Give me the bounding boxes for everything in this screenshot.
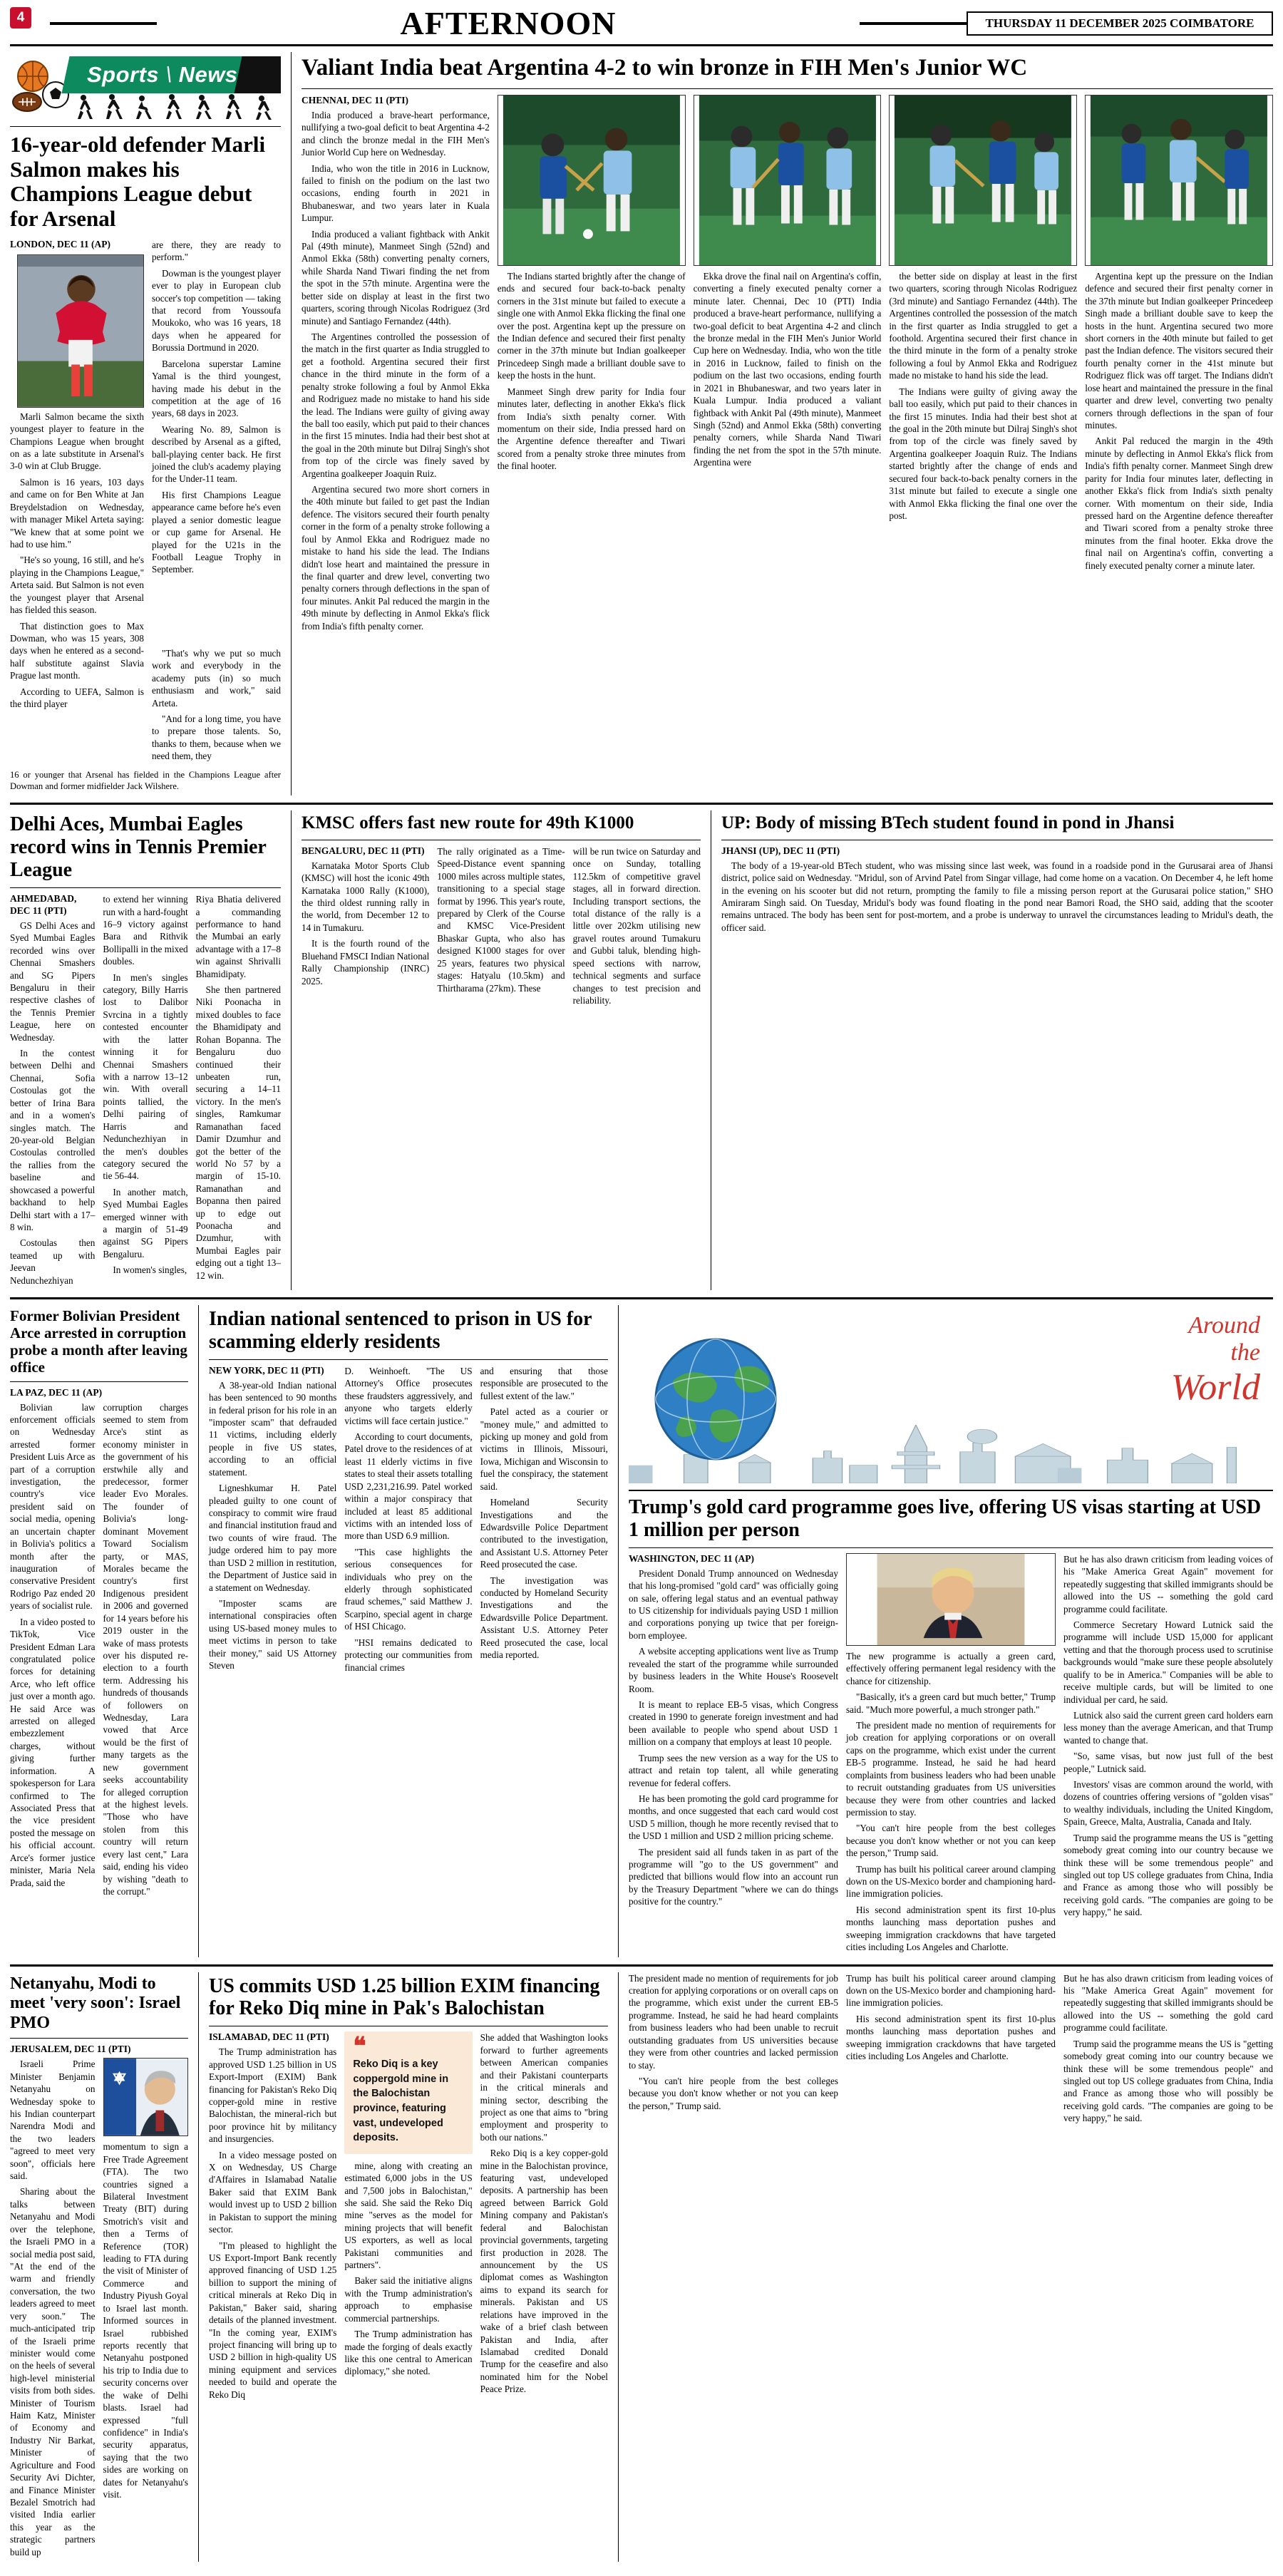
- kmsc-para-3: The rally originated as a Time-Speed-Distance event spanning 1000 miles across multiple states, transitioning to a special stage format by 1996. This year's route, prepared by Clerk of the Course and KMSC Vice-President Bhaskar Gupta, who also has designed K1000 stages for over 25 years, features two physical stages: Hatyalu (10.5km) and Thirtharama (27km). These: [437, 845, 565, 994]
- kmsc-col-3: [573, 845, 701, 1010]
- tennis-para-2: In the contest between Delhi and Chennai, Sofia Costoulas got the better of Irina Bara and in a women's singles match. The 20-year-old Belgian Costoulas controlled the rallies from the baseline and showcased a powerful backhand to help Delhi start with a 17–8 win.: [10, 1048, 96, 1232]
- scam-dateline: NEW YORK, DEC 11 (PTI): [209, 1364, 324, 1376]
- scam-article: [209, 1305, 608, 1957]
- tennis-para-9: She then partnered Niki Poonacha in mixed doubles to face the Bhamidipaty and Rohan Bopanna. The Bengaluru duo continued their unbeaten run, securing a 14–11 victory. In the men's singles, Ramkumar Ramanathan faced Damir Dzumhur and got the better of the world No 57 by a margin of 15-10. Ramanathan and Bopanna then paired up to edge out Poonacha and Dzumhur, with Mumbai Eagles pair edging out a tight 13–12 win.: [195, 984, 281, 1281]
- arsenal-para-11: "That's why we put so much work and everybody in the academy puts (in) so much enthusiasm and work," said Arteta.: [152, 647, 281, 709]
- banner-word-sports: Sports: [87, 62, 160, 87]
- trump-cont-para-1: The president made no mention of requirements for job creation for applying corporations or on overall caps on the programme, which exist under the current EB-5 programme. Instead, he said he had heard complaints from business leaders who had been unable to recruit outstanding graduates from US universities because they were from other countries and lacked permission to stay.: [629, 1972, 838, 2071]
- trump-para-6: The president said all funds taken in as part of the programme will "go to the US government" and predicted that billions would flow into an account run by the Treasury Department "where we can do things positive for the country.": [629, 1846, 838, 1907]
- jhansi-article: [721, 810, 1273, 1290]
- arsenal-para-3: "He's so young, 16 still, and he's playing in the Champions League," Arteta said. But Salmon is not even the youngest player that Arsenal has fielded this season.: [10, 555, 144, 616]
- netanyahu-dateline: JERUSALEM, DEC 11 (PTI): [10, 2044, 131, 2055]
- athlete-silhouettes: [78, 93, 281, 120]
- reko-diq-dateline: ISLAMABAD, DEC 11 (PTI): [209, 2031, 329, 2043]
- trump-cont-body: [629, 1972, 1273, 2128]
- reko-diq-body: [209, 2031, 608, 2404]
- scam-body: [209, 1365, 608, 1677]
- trump-col-3: [1063, 1553, 1273, 1957]
- fourth-section: [10, 1972, 1273, 2562]
- scam-para-11: The investigation was conducted by Homeland Security Investigations and the Edwardsville Police Department. Assistant U.S. Attorney Peter Reed prosecuted the case, local media reported.: [480, 1575, 608, 1661]
- scam-para-5: According to court documents, Patel drove to the residences of at least 11 elderly victims in five states to steal their assets totalling USD 2,231,216.99. Patel worked within a major conspiracy that included at least 85 additional victims with an intended loss of more than USD 6.9 million.: [344, 1431, 473, 1542]
- top-section: [10, 52, 1273, 795]
- reko-diq-col-3: [480, 2031, 608, 2404]
- hockey-body: [302, 95, 1273, 636]
- hockey-para-12: Ankit Pal reduced the margin in the 49th minute by deflecting in Anmol Ekka's flick from India's fifth penalty corner. Manmeet Singh drew parity for India four minutes later, deflecting in another Ekka's flick from India's sixth penalty corner. With momentum on their side, India pressed hard on the Argentine defence thereafter and Tiwari scored from a penalty stroke three minutes from the final hooter. Ekka drove the final nail on Argentina's coffin, converting a finely executed penalty corner a minute later.: [1085, 436, 1273, 571]
- reko-diq-para-6: The Trump administration has made the forging of deals exactly like this one central to American diplomacy," she noted.: [344, 2329, 473, 2377]
- arsenal-para-4: That distinction goes to Max Dowman, who was 15 years, 308 days when he entered as a second-half substitute against Slavia Prague last month.: [10, 620, 144, 681]
- banner-slash: \: [165, 62, 172, 87]
- trump-cont-para-3: Trump has built his political career around clamping down on the US-Mexico border and championing hard-line immigration policies.: [846, 1972, 1056, 2009]
- trump-para-4: Trump sees the new version as a way for the US to attract and retain top talent, all while generating revenue for federal coffers.: [629, 1752, 838, 1788]
- trump-para-9: The president made no mention of requirements for job creation for applying corporations or on overall caps on the programme, which exist under the current EB-5 programme. Instead, he said he had heard complaints from business leaders who had been unable to recruit outstanding graduates from US universities because they were from other countries and lacked permission to stay.: [846, 1719, 1056, 1818]
- trump-para-3: It is meant to replace EB-5 visas, which Congress created in 1990 to generate foreign investment and had been available to people who spend about USD 1 million on a company that employs at least 10 people.: [629, 1699, 838, 1748]
- hockey-photo-2: [694, 95, 882, 266]
- scam-col-2: [344, 1365, 472, 1677]
- hockey-para-3: India produced a valiant fightback with Ankit Pal (49th minute), Manmeet Singh (52nd) and Anmol Ekka (58th) converting penalty corners, while Sharda Nand Tiwari finding the net from the spot in the 57th minute. Argentina were the better side on display at least in the first two quarters, scoring through Nicolas Rodriguez (3rd minute) and Santiago Fernandez (44th).: [302, 228, 490, 326]
- masthead-rule-left: [50, 7, 157, 40]
- hockey-para-2: India, who won the title in 2016 in Lucknow, failed to finish on the podium on the last two occasions, ending fourth in 2021 in Bhubaneswar, and two years later in Kuala Lumpur.: [302, 163, 490, 224]
- kmsc-article: [302, 810, 701, 1290]
- jhansi-para-1: The body of a 19-year-old BTech student, who was missing since last week, was found in a roadside pond in the Gurusarai area of Jhansi district, police said on Wednesday. "Mridul, son of Arvind Patel from Singar village, had come home on a vacation. On December 4, he left home in the evening on his scooter but did not return, prompting the family to file a missing person report at the Gurusarai police station," SHO Amiraram Singh said. On Tuesday, Mridul's body was found floating in the pond near Bamori Road, the SHO said, adding that the scooter remains untraced. The body has been sent for post-mortem, and a probe is underway to unravel the circumstances leading to Mridul's death, the officer said.: [721, 860, 1273, 933]
- hockey-photo-4-wrap: [1085, 95, 1273, 266]
- tennis-article: [10, 810, 281, 1290]
- trump-para-14: Commerce Secretary Howard Lutnick said the programme will include USD 15,000 for applicant vetting and that the thorough process used to scrutinise backgrounds would "make sure these people absolutely qualify to be in America." Companies will be able to receive multiple cards, but will be limited to one individual per card, he said.: [1063, 1619, 1273, 1705]
- trump-cont-para-2: "You can't hire people from the best colleges because you don't know whether or not you can keep the person," Trump said.: [629, 2075, 838, 2111]
- tennis-para-6: In another match, Syed Mumbai Eagles emerged winner with a margin of 51-49 against SG Pipers Bengaluru.: [103, 1186, 188, 1259]
- bolivia-headline: Former Bolivian President Arce arrested in corruption probe a month after leaving office: [10, 1307, 187, 1376]
- masthead: [10, 7, 1273, 46]
- netanyahu-body: [10, 2058, 188, 2562]
- vertical-divider-6: [198, 1972, 199, 2562]
- kmsc-col-2: [437, 845, 565, 1010]
- reko-diq-para-7: She added that Washington looks forward to further agreements between American companies and their Pakistani counterparts in the critical minerals and mining sector, describing the project as one that aims to "bring employment and prosperity to both our nations.": [480, 2032, 608, 2143]
- reko-diq-para-3: "I'm pleased to highlight the US Export-Import Bank recently approved financing of USD 1.25 billion to support the mining of critical minerals at Reko Diq in Pakistan," Baker said, sharing details of the planned investment. "In the coming year, EXIM's project financing will bring up to USD 2 billion in high-quality US mining equipment and services needed to build and operate the Reko Diq: [209, 2240, 337, 2400]
- hockey-para-6: The Indians started brightly after the change of ends and secured four back-to-back penalty corners in the 31st minute but failed to execute a single one with Anmol Ekka flicking the final one over the post. Argentina kept up the pressure on the Indian defence and secured their first penalty corner in the 37th minute but Indian goalkeeper Princedeep Singh made a brilliant double save to keep the hosts in the hunt.: [497, 270, 686, 381]
- jhansi-headline: UP: Body of missing BTech student found in pond in Jhansi: [721, 813, 1175, 833]
- tennis-para-8: Riya Bhatia delivered a commanding performance to hand the Mumbai an early advantage with a 17–8 win against Shrivalli Bhamidipaty.: [195, 894, 281, 979]
- jhansi-dateline: JHANSI (UP), DEC 11 (PTI): [721, 845, 840, 856]
- reko-diq-headline: US commits USD 1.25 billion EXIM financing for Reko Diq mine in Pak's Balochistan: [209, 1974, 600, 2020]
- trump-cont-col-1: [629, 1972, 838, 2128]
- vertical-divider-7: [618, 1972, 619, 2562]
- hockey-photo-2-wrap: [694, 95, 882, 266]
- hockey-col-4: [889, 95, 1077, 636]
- kmsc-headline: KMSC offers fast new route for 49th K1000: [302, 813, 634, 833]
- bolivia-col-1: [10, 1401, 96, 1902]
- trump-para-7: The new programme is actually a green card, effectively offering permanent legal residency with the chance for citizenship.: [846, 1650, 1056, 1686]
- scam-para-2: Ligneshkumar H. Patel pleaded guilty to one count of conspiracy to commit wire fraud and financial institution fraud and two counts of wire fraud. The judge ordered him to pay more than USD 2 million in restitution, the Department of Justice said in a statement on Wednesday.: [209, 1483, 337, 1593]
- sports-news-banner: [10, 52, 281, 120]
- hockey-col-1: [302, 95, 490, 636]
- tennis-para-5: In men's singles category, Billy Harris lost to Dalibor Svrcina in a tightly contested encounter with the latter winning it for Chennai Smashers with a narrow 13–12 win. With overall points tallied, the Delhi pairing of Harris and Nedunchezhiyan in the men's doubles category secured the tie 56-44.: [103, 972, 188, 1182]
- banner-black-shape: [234, 56, 281, 93]
- reko-diq-pullquote-text: Reko Diq is a key coppergold mine in the Balochistan province, featuring vast, undeveloped deposits.: [353, 2059, 449, 2144]
- hockey-photo-1-wrap: [498, 95, 686, 266]
- masthead-title-wrap: [157, 7, 860, 40]
- arsenal-col-2: [152, 239, 281, 766]
- trump-para-10: "You can't hire people from the best colleges because you don't know whether or not you can keep the person," Trump said.: [846, 1823, 1056, 1859]
- around-the-world-banner: [629, 1305, 1273, 1483]
- globe-icon: [639, 1334, 803, 1469]
- left-column-top: [10, 52, 281, 795]
- kmsc-para-1: Karnataka Motor Sports Club (KMSC) will host the iconic 49th Karnataka 1000 Rally (K1000), the third oldest running rally in the world, from December 12 to 14 in Tumakuru.: [302, 860, 430, 933]
- scam-para-6: "This case highlights the serious consequences for individuals who prey on the elderly through sophisticated fraud schemes," said Matthew J. Scarpino, special agent in charge of HSI Chicago.: [344, 1546, 473, 1632]
- tennis-col-1: [10, 893, 95, 1290]
- masthead-rule-right: [860, 7, 967, 40]
- tennis-para-4: to extend her winning run with a hard-fought 16–9 victory against Bara and Rithvik Bollipalli in the mixed doubles.: [103, 894, 188, 967]
- arsenal-photo-caption: 16 or younger that Arsenal has fielded in the Champions League after Dowman and former midfielder Jack Wilshere.: [10, 769, 281, 791]
- trump-para-11: Trump has built his political career around clamping down on the US-Mexico border and championing hard-line immigration policies.: [846, 1863, 1056, 1900]
- atw-line-2: the: [1230, 1339, 1260, 1366]
- hockey-para-7: Manmeet Singh drew parity for India four minutes later, deflecting in another Ekka's flick from India's sixth penalty corner. With momentum on their side, India pressed hard on the Argentine defence thereafter and Tiwari scored from a penalty stroke three minutes from the final hooter.: [497, 386, 686, 472]
- vertical-divider-2: [291, 810, 292, 1290]
- trump-cont-col-3: [1063, 1972, 1273, 2128]
- hockey-col-2: [498, 95, 686, 636]
- netanyahu-col-1: [10, 2058, 96, 2562]
- trump-cont-para-4: His second administration spent its first 10-plus months launching mass deportation pushes and sweeping immigration crackdowns that have targeted cities including Los Angeles and Charlotte.: [846, 2013, 1056, 2062]
- hockey-col-3: [694, 95, 882, 636]
- trump-headline: Trump's gold card programme goes live, offering US visas starting at USD 1 million per person: [629, 1496, 1262, 1541]
- trump-col-1: [629, 1553, 838, 1957]
- kmsc-col-1: [302, 845, 429, 1010]
- trump-para-17: Investors' visas are common around the world, with dozens of countries offering versions of "golden visas" to wealthy individuals, including the United Kingdom, Spain, Greece, Malta, Australia, Canada and Italy.: [1063, 1779, 1273, 1828]
- netanyahu-photo-wrap: [103, 2058, 189, 2136]
- vertical-divider-5: [618, 1305, 619, 1957]
- scam-headline: Indian national sentenced to prison in US for scamming elderly residents: [209, 1308, 592, 1353]
- bolivia-dateline: LA PAZ, DEC 11 (AP): [10, 1386, 103, 1398]
- vertical-divider-4: [198, 1305, 199, 1957]
- arsenal-para-1: Marli Salmon became the sixth youngest player to feature in the Champions League when brought on as a late substitute in Arsenal's 3-0 win at Club Brugge.: [10, 411, 144, 472]
- tennis-dateline: AHMEDABAD, DEC 11 (PTI): [10, 893, 77, 916]
- arsenal-dateline: LONDON, DEC 11 (AP): [10, 238, 110, 249]
- scam-para-10: Homeland Security Investigations and the Edwardsville Police Department contributed to the investigation, and Assistant U.S. Attorney Peter Reed prosecuted the case.: [480, 1497, 608, 1570]
- tennis-para-7: In women's singles,: [113, 1264, 187, 1276]
- around-the-world-section: [629, 1305, 1273, 1957]
- hockey-para-9: the better side on display at least in the first two quarters, scoring through Nicolas Rodriguez (3rd minute) and Santiago Fernandez (44th). The Argentines controlled the possession of the match in the first quarter as India struggled to get a foothold. Argentina secured their first chance in the third minute in the form of a penalty stroke following a foul by Anmol Ekka and Rodriguez made no mistake to hand his side the lead.: [889, 270, 1078, 381]
- scam-para-9: Patel acted as a courier or "money mule," and admitted to picking up money and gold from victims in Illinois, Missouri, Iowa, Michigan and Wisconsin to fuel the conspiracy, the statement said.: [480, 1406, 608, 1492]
- reko-diq-para-5: Baker said the initiative aligns with the Trump administration's approach to emphasise commercial partnerships.: [344, 2275, 473, 2324]
- trump-para-1: President Donald Trump announced on Wednesday that his long-promised "gold card" was officially going on sale, offering legal status and an eventual pathway to US citizenship for individuals paying USD 1 million and corporations ponying up twice that per foreign-born employee.: [629, 1567, 838, 1641]
- scam-para-4: D. Weinhoeft. "The US Attorney's Office prosecutes these fraudsters aggressively, and anyone who targets elderly victims will face certain justice.": [344, 1365, 473, 1426]
- kmsc-para-4: will be run twice on Saturday and once on Sunday, totalling 112.5km of competitive gravel stages, all in forward direction. Including transport sections, the total distance of the rally is a little over 202km utilising new gravel routes around Tumakuru and Gubbi taluk, blending high-speed sections with narrow, technical segments and surface changes to test precision and reliability.: [572, 845, 701, 1006]
- kmsc-body: [302, 845, 701, 1010]
- netanyahu-para-1: Israeli Prime Minister Benjamin Netanyahu on Wednesday spoke to his Indian counterpart Narendra Modi and the two leaders "agreed to meet very soon", officials here said.: [10, 2059, 96, 2182]
- scam-para-8: and ensuring that those responsible are prosecuted to the fullest extent of the law.": [480, 1365, 608, 1401]
- trump-continuation: [629, 1972, 1273, 2562]
- bolivia-col-2: [103, 1401, 189, 1902]
- second-section: [10, 810, 1273, 1290]
- hockey-photo-4: [1085, 95, 1273, 266]
- reko-diq-col-1: [209, 2031, 336, 2404]
- arsenal-col-1: [10, 239, 144, 766]
- trump-para-13: But he has also drawn criticism from leading voices of his "Make America Great Again" movement for repeatedly suggesting that skilled immigrants should be allowed into the US -- something the gold card programme could facilitate.: [1063, 1553, 1273, 1614]
- page-number: [10, 7, 50, 40]
- masthead-date: THURSDAY 11 DECEMBER 2025 COIMBATORE: [967, 11, 1273, 36]
- reko-diq-para-4: mine, along with creating an estimated 6,000 jobs in the US and 7,500 jobs in Balochistan," she said. She said the Reko Diq mine "serves as the model for mining projects that will benefit US exporters, as well as local Pakistani communities and partners".: [344, 2160, 473, 2271]
- netanyahu-para-3: momentum to sign a Free Trade Agreement (FTA). The two countries signed a Bilateral Investment Treaty (BIT) during Smotrich's visit and then a Terms of Reference (TOR) leading to FTA during the visit of Minister of Commerce and Industry Piyush Goyal to Israel last month. Informed sources in Israel rubbished reports recently that Netanyahu postponed his trip to India due to security concerns over the wake of Delhi blasts. Israel had expressed "full confidence" in India's security apparatus, saying that the two sides are working on dates for Netanyahu's visit.: [103, 2141, 188, 2500]
- netanyahu-photo: [103, 2058, 189, 2136]
- hockey-para-1: India produced a brave-heart performance, nullifying a two-goal deficit to beat Argentina 4-2 and clinch the bronze medal in the FIH Men's Junior World Cup here on Wednesday.: [302, 109, 490, 158]
- netanyahu-col-2: [103, 2058, 189, 2562]
- arsenal-photo: [17, 254, 144, 408]
- tennis-col-3: [196, 893, 281, 1290]
- trump-cont-para-5: But he has also drawn criticism from leading voices of his "Make America Great Again" movement for repeatedly suggesting that skilled immigrants should be allowed into the US -- something the gold card programme could facilitate.: [1063, 1972, 1273, 2034]
- trump-body: [629, 1553, 1273, 1957]
- hockey-col-5: [1085, 95, 1273, 636]
- kmsc-para-2: It is the fourth round of the Bluehand FMSCI Indian National Rally Championship (INRC) 2025.: [302, 938, 430, 986]
- page-title: AFTERNOON: [400, 5, 617, 41]
- hockey-photo-1: [498, 95, 686, 266]
- hockey-para-10: The Indians were guilty of giving away the ball too easily, which put paid to their chances in the first 15 minutes. India had their best shot at the goal in the 20th minute but Dilraj Singh's shot from top of the circle was finely saved by Argentina goalkeeper Joaquin Ruiz. The Indians started brightly after the change of ends and secured four back-to-back penalty corners in the 31st minute but failed to execute a single one with Anmol Ekka flicking the final one over the post.: [889, 386, 1078, 521]
- trump-photo: [846, 1553, 1056, 1646]
- third-section: [10, 1305, 1273, 1957]
- hockey-para-4: The Argentines controlled the possession of the match in the first quarter as India struggled to get a foothold. Argentina secured their first chance in the third minute in the form of a penalty stroke following a foul by Anmol Ekka and Rodriguez made no mistake to hand his side the lead. The Indians were guilty of giving away the ball too easily, which put paid to their chances in the first 15 minutes. India had their best shot at the goal in the 20th minute but Dilraj Singh's shot from top of the circle was finely saved by Argentina goalkeeper Joaquin Ruiz.: [302, 331, 490, 479]
- trump-para-12: His second administration spent its first 10-plus months launching mass deportation pushes and sweeping immigration crackdowns that have targeted cities including Los Angeles and Charlotte.: [846, 1904, 1056, 1953]
- reko-diq-col-2: [344, 2031, 472, 2404]
- atw-line-3: World: [1170, 1367, 1260, 1408]
- bolivia-article: [10, 1305, 188, 1957]
- banner-text: [87, 62, 238, 88]
- trump-para-16: "So, same visas, but now just full of the best people," Lutnick said.: [1063, 1751, 1273, 1774]
- reko-diq-para-2: In a video message posted on X on Wednesday, US Charge d'Affaires in Islamabad Natalie Baker said that EXIM Bank would invest up to USD 2 billion in Pakistan to support the mining sector.: [209, 2149, 337, 2235]
- arsenal-para-2: Salmon is 16 years, 103 days and came on for Ben White at Jan Breydelstadion on Wednesday, with manager Mikel Arteta saying: "We knew that at some point we had to use him.": [10, 476, 144, 550]
- arsenal-body: [10, 239, 281, 766]
- arsenal-para-12: "And for a long time, you have to prepare those talents. So, thanks to them, because when we need them, they: [152, 713, 281, 762]
- hockey-article: [302, 52, 1273, 795]
- hockey-para-5: Argentina secured two more short corners in the 40th minute but failed to get past the Indian defence. The visitors secured their fourth penalty corner in the form of a penalty stroke following a foul by Anmol Ekka and Rodriguez made no mistake to hand his side the lead. The Indians didn't lose heart and maintained the pressure in the final quarter and drew level, converting two penalty corners through deflections in the span of four minutes. Ankit Pal reduced the margin in the 49th minute by deflecting in Anmol Ekka's flick from India's fifth penalty corner.: [302, 484, 490, 632]
- arsenal-para-5: According to UEFA, Salmon is the third player: [10, 686, 144, 710]
- banner-word-news: News: [178, 62, 238, 87]
- tennis-para-3: Costoulas then teamed up with Jeevan Nedunchezhiyan: [10, 1237, 96, 1286]
- scam-col-1: [209, 1365, 336, 1677]
- trump-para-8: "Basically, it's a green card but much better," Trump said. "Much more powerful, a much stronger path.": [846, 1691, 1056, 1715]
- arsenal-para-10: His first Champions League appearance came before he's even played a senior domestic league or cup game for Arsenal. He played for the U21s in the Football League Trophy in September.: [152, 489, 281, 575]
- trump-para-18: Trump said the programme means the US is "getting somebody great coming into our country because we think these will be some tremendous people" and singled out top US college graduates from China, India and France as among those who will possibly be receiving gold cards. "The companies are going to be very happy," he said.: [1063, 1832, 1273, 1918]
- hockey-photo-3: [889, 95, 1077, 266]
- scam-para-1: A 38-year-old Indian national has been sentenced to 90 months in federal prison for his role in an "imposter scam" that defrauded 11 victims, including elderly people in five US states, according to an official statement.: [209, 1379, 337, 1478]
- scam-para-3: "Imposter scams are international conspiracies often using US-based money mules to meet victims in person to take their money," said US Attorney Steven: [209, 1597, 337, 1671]
- reko-diq-pullquote: [344, 2031, 472, 2153]
- tennis-col-2: [103, 893, 187, 1290]
- reko-diq-para-1: The Trump administration has approved USD 1.25 billion in US Export-Import (EXIM) Bank financing for Pakistan's Reko Diq copper-gold mine in restive Balochistan, the mineral-rich but poor province hit by militancy and insurgencies.: [209, 2046, 337, 2145]
- arsenal-photo-wrap: [17, 254, 144, 408]
- kmsc-dateline: BENGALURU, DEC 11 (PTI): [302, 845, 425, 856]
- tennis-para-1: GS Delhi Aces and Syed Mumbai Eagles recorded wins over Chennai Smashers and SG Pipers Bengaluru in their respective clashes of the Tennis Premier League, here on Wednesday.: [10, 919, 96, 1043]
- bolivia-para-3: corruption charges seemed to stem from Arce's stint as economy minister in the government of his erstwhile ally and predecessor, former leader Evo Morales. The founder of Bolivia's long-dominant Movement Toward Socialism party, or MAS, Morales became the country's first Indigenous president in 2006 and governed for 14 years before his 2019 ouster in the wake of mass protests over his disputed re-election to a fourth term. Addressing his hundreds of thousands of followers on Wednesday, Lara vowed that Arce would be the first of many targets as the new government seeks accountability for alleged corruption at the highest levels. "Those who have stolen from this country will return every last cent," Lara said, ending his video by wishing "death to the corrupt.": [103, 1401, 188, 1897]
- atw-line-1: Around: [1188, 1312, 1260, 1339]
- trump-para-2: A website accepting applications went live as Trump revealed the start of the programme while surrounded by business leaders in the White House's Roosevelt Room.: [629, 1646, 838, 1694]
- arsenal-para-9: Wearing No. 89, Salmon is described by Arsenal as a gifted, ball-playing center back. He first joined the club's academy playing for the Under-11 team.: [152, 423, 281, 485]
- page-number-badge: 4: [10, 7, 31, 29]
- scam-col-3: [480, 1365, 608, 1677]
- netanyahu-para-2: Sharing about the talks between Netanyahu and Modi over the telephone, the Israeli PMO in a social media post said, "At the end of the warm and friendly conversation, the two leaders agreed to meet very soon." The much-anticipated trip of the Israeli prime minister would come on the heels of several high-level ministerial visits from both sides. Minister of Tourism Haim Katz, Minister of Economy and Industry Nir Barkat, Minister of Agriculture and Food Security Avi Dichter, and Finance Minister Bezalel Smotrich had visited India earlier this year as the strategic partners build up: [10, 2186, 96, 2557]
- around-the-world-title: [1171, 1312, 1260, 1408]
- trump-cont-col-2: [846, 1972, 1056, 2128]
- arsenal-para-6: are there, they are ready to perform.": [152, 239, 281, 263]
- quote-mark-icon: ❝: [353, 2034, 366, 2061]
- trump-para-5: He has been promoting the gold card programme for months, and once suggested that each card would cost USD 5 million, though he more recently revised that to the USD 1 million and USD 2 million pricing scheme.: [629, 1793, 838, 1842]
- bolivia-para-2: In a video posted to TikTok, Vice President Edman Lara congratulated police forces for detaining Arce, who left office just over a month ago. He said Arce was arrested on alleged embezzlement charges, without giving further information. A spokesperson for Lara confirmed to The Associated Press that the vice president posted the message on his official account. Arce's former justice minister, Maria Nela Prada, said the: [10, 1616, 96, 1888]
- hockey-para-11: Argentina kept up the pressure on the Indian defence and secured their first penalty corner in the 37th minute but Indian goalkeeper Princedeep Singh made a brilliant double save to keep the hosts in the hunt. Argentina secured two more short corners in the 40th minute but failed to get past the Indian defence. The visitors secured their fourth penalty corner in the 41st minute but Rodriguez flick was off target. The Indians didn't lose heart and maintained the pressure in the final quarter and drew level, converting two penalty corners through deflections in the span of four minutes.: [1085, 270, 1273, 431]
- trump-photo-wrap: [846, 1553, 1056, 1646]
- arsenal-para-7: Dowman is the youngest player ever to play in European club soccer's top competition — taking that record from Youssoufa Moukoko, who was 16 years, 18 days when he appeared for Borussia Dortmund in 2020.: [152, 267, 282, 354]
- tennis-body: [10, 893, 281, 1290]
- hockey-para-8: Ekka drove the final nail on Argentina's coffin, converting a finely executed penalty corner a minute later. Chennai, Dec 10 (PTI) India produced a brave-heart performance, nullifying a two-goal deficit to beat Argentina 4-2 and clinch the bronze medal in the FIH Men's Junior World Cup here on Wednesday. India, who won the title in 2016 in Lucknow, failed to finish on the podium on the last two occasions, ending fourth in 2021 in Bhubaneswar, and two years later in Kuala Lumpur. India produced a valiant fightback with Ankit Pal (49th minute), Manmeet Singh (52nd) and Anmol Ekka (58th) converting penalty corners, while Sharda Nand Tiwari finding the net from the spot in the 57th minute. Argentina were: [693, 270, 882, 468]
- hockey-headline: Valiant India beat Argentina 4-2 to win bronze in FIH Men's Junior WC: [302, 55, 1028, 81]
- trump-col-2: [846, 1553, 1056, 1957]
- reko-diq-para-8: Reko Diq is a key copper-gold mine in the Balochistan province, featuring vast, undeveloped deposits. A partnership has been agreed between Barrick Gold Mining company and Pakistan's federal and Balochistan provincial governments, targeting first production in 2028. The announcement by the US diplomat comes as Washington aims to expand its search for minerals. Pakistan and US relations have improved in the wake of a brief clash between Pakistan and India, after Islamabad credited Donald Trump for the ceasefire and also nominated him for the Nobel Peace Prize.: [480, 2148, 608, 2395]
- scam-para-7: "HSI remains dedicated to protecting our communities from financial crimes: [344, 1637, 473, 1673]
- bolivia-para-1: Bolivian law enforcement officials on Wednesday arrested former President Luis Arce as part of a corruption investigation, the country's vice president said on social media, opening an uncertain chapter in Bolivia's politics a month after the inauguration of conservative President Rodrigo Paz ended 20 years of socialist rule.: [10, 1401, 96, 1612]
- netanyahu-headline: Netanyahu, Modi to meet 'very soon': Israel PMO: [10, 1974, 181, 2032]
- arsenal-headline: 16-year-old defender Marli Salmon makes his Champions League debut for Arsenal: [10, 132, 266, 232]
- bolivia-body: [10, 1401, 188, 1902]
- reko-diq-article: [209, 1972, 608, 2562]
- tennis-headline: Delhi Aces, Mumbai Eagles record wins in Tennis Premier League: [10, 813, 267, 882]
- hockey-photo-3-wrap: [889, 95, 1077, 266]
- arsenal-para-8: Barcelona superstar Lamine Yamal is the third youngest, having made his debut in the competition at the age of 16 years, 68 days in 2023.: [152, 358, 281, 419]
- vertical-divider-1: [291, 52, 292, 795]
- netanyahu-article: [10, 1972, 188, 2562]
- trump-dateline: WASHINGTON, DEC 11 (AP): [629, 1552, 755, 1564]
- hockey-dateline: CHENNAI, DEC 11 (PTI): [302, 94, 409, 105]
- trump-cont-para-6: Trump said the programme means the US is "getting somebody great coming into our country because we think these will be some tremendous people" and singled out top US college graduates from China, India and France as among those who will possibly be receiving gold cards. "The companies are going to be very happy," he said.: [1063, 2038, 1273, 2124]
- trump-para-15: Lutnick also said the current green card holders earn less money than the average American, and that Trump wanted to change that.: [1063, 1709, 1273, 1746]
